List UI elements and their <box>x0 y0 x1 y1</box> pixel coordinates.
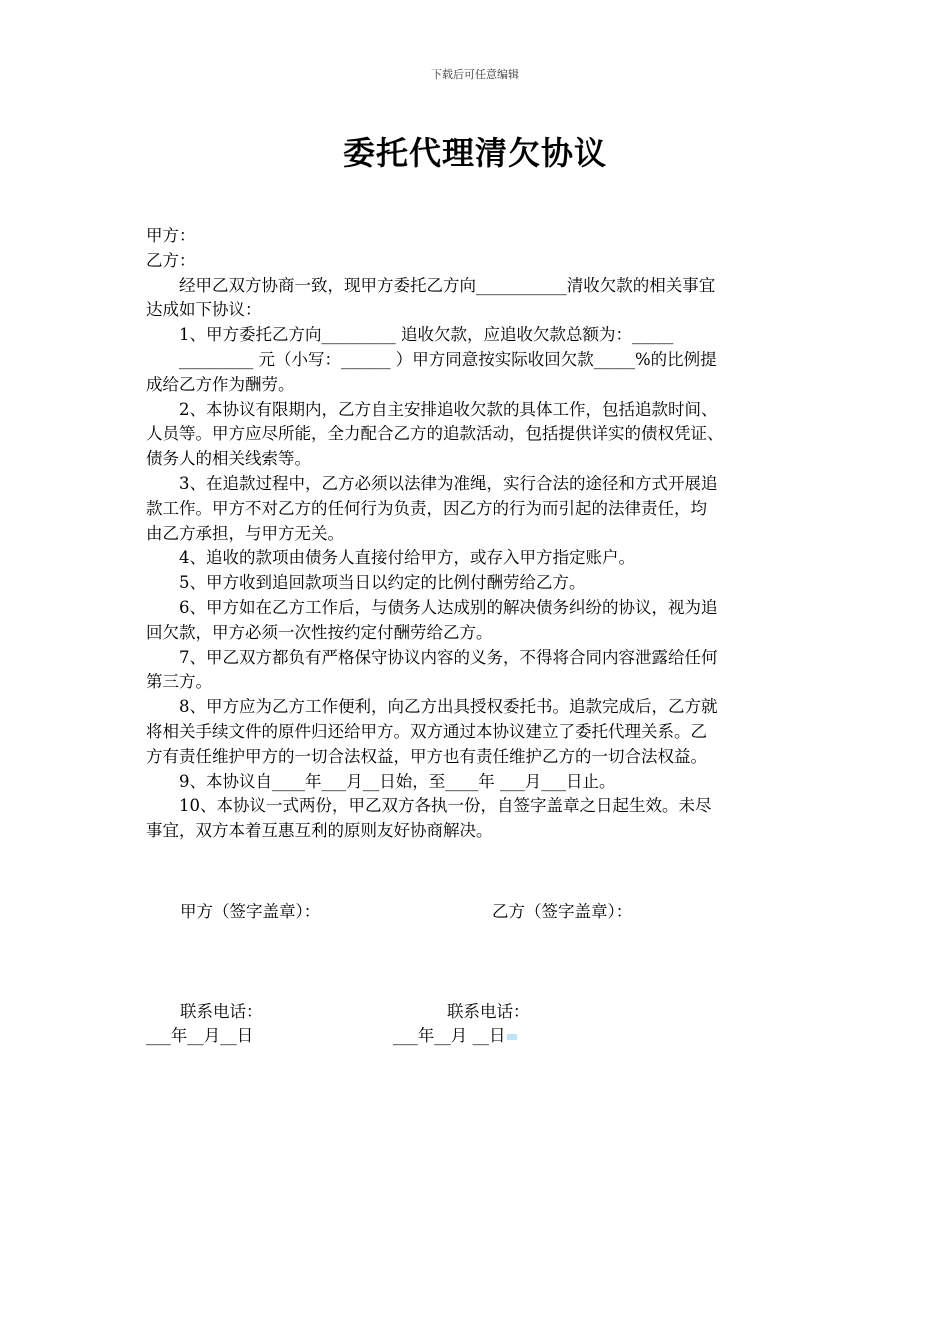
agreement-body <box>146 224 810 844</box>
body-line: 将相关手续文件的原件归还给甲方。双方通过本协议建立了委托代理关系。乙 <box>146 721 707 741</box>
party-b-phone-label: 联系电话： <box>447 1002 530 1021</box>
body-line: 6、甲方如在乙方工作后，与债务人达成别的解决债务纠纷的协议，视为追 <box>179 597 718 617</box>
body-line: 2、本协议有限期内，乙方自主安排追收欠款的具体工作，包括追款时间、 <box>179 399 718 419</box>
header-note: 下载后可任意编辑 <box>431 68 519 81</box>
body-line: 经甲乙双方协商一致，现甲方委托乙方向___________清收欠款的相关事宜 <box>179 275 716 295</box>
cursor-mark-icon <box>507 1034 517 1040</box>
body-line: 由乙方承担，与甲方无关。 <box>146 523 344 543</box>
body-line: 款工作。甲方不对乙方的任何行为负责，因乙方的行为而引起的法律责任，均 <box>146 498 707 518</box>
body-line: 7、甲乙双方都负有严格保守协议内容的义务，不得将合同内容泄露给任何 <box>179 647 718 667</box>
body-line: 甲方： <box>146 226 196 245</box>
body-line: 乙方： <box>146 250 196 270</box>
body-line: 第三方。 <box>146 672 212 692</box>
body-line: 8、甲方应为乙方工作便利，向乙方出具授权委托书。追款完成后，乙方就 <box>179 697 718 717</box>
body-line: 债务人的相关线索等。 <box>146 449 311 469</box>
body-line: 回欠款，甲方必须一次性按约定付酬劳给乙方。 <box>146 622 493 642</box>
body-line: 9、本协议自____年___月__日始，至____年 ___月___日止。 <box>179 771 616 791</box>
body-line: 成给乙方作为酬劳。 <box>146 374 295 394</box>
body-line: 3、在追款过程中，乙方必须以法律为准绳，实行合法的途径和方式开展追 <box>179 473 718 493</box>
body-line: _________ 元（小写：______ ）甲方同意按实际收回欠款_____%的比例提 <box>179 349 717 369</box>
body-line: 方有责任维护甲方的一切合法权益，甲方也有责任维护乙方的一切合法权益。 <box>146 746 707 766</box>
body-line: 5、甲方收到追回款项当日以约定的比例付酬劳给乙方。 <box>179 573 586 593</box>
body-line: 10、本协议一式两份，甲乙双方各执一份，自签字盖章之日起生效。未尽 <box>179 796 712 816</box>
body-line: 1、甲方委托乙方向_________ 追收欠款，应追收欠款总额为：_____ <box>179 325 674 345</box>
body-line: 事宜，双方本着互惠互利的原则友好协商解决。 <box>146 821 493 841</box>
body-line: 达成如下协议： <box>146 300 262 320</box>
body-line: 4、追收的款项由债务人直接付给甲方，或存入甲方指定账户。 <box>179 548 635 568</box>
party-b-date-wrapper <box>393 1022 517 1046</box>
party-b-signature-label: 乙方（签字盖章）： <box>492 902 633 921</box>
party-a-phone-label: 联系电话： <box>180 1002 263 1021</box>
party-a-date: ___年__月__日 <box>146 1026 254 1045</box>
document-title: 委托代理清欠协议 <box>342 134 607 172</box>
body-line: 人员等。甲方应尽所能，全力配合乙方的追款活动，包括提供详实的债权凭证、 <box>146 424 724 444</box>
party-a-signature-label: 甲方（签字盖章）： <box>180 902 321 921</box>
party-b-date: ___年__月 __日 <box>393 1026 506 1045</box>
